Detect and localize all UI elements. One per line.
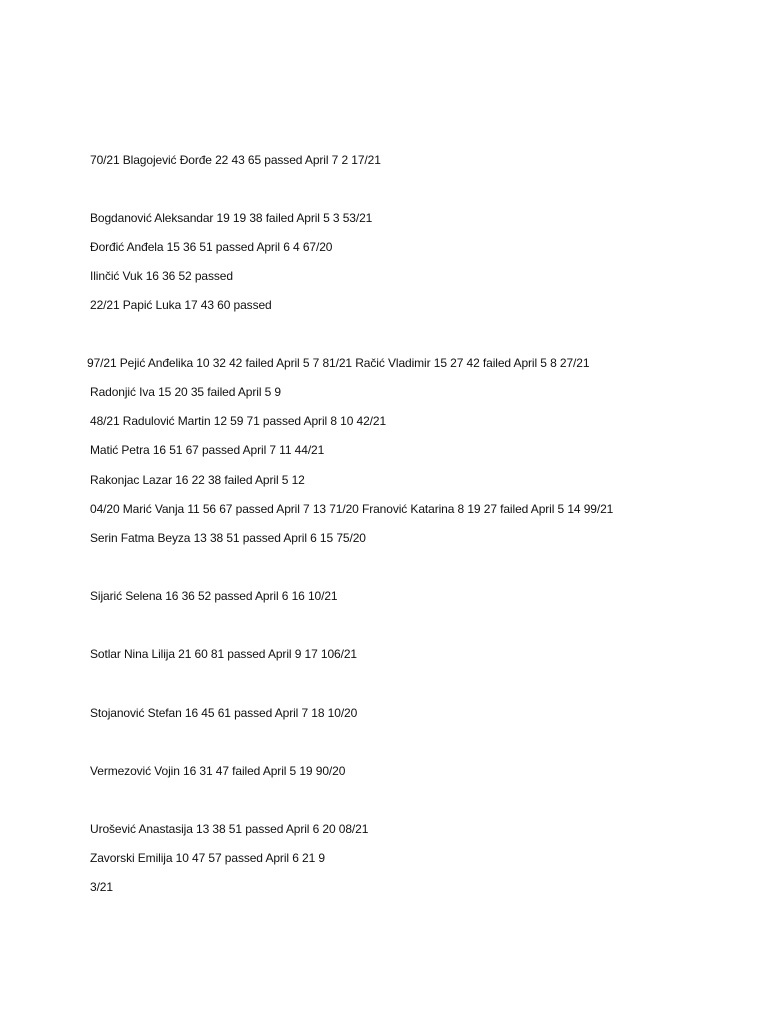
text-line: Radonjić Iva 15 20 35 failed April 5 9 (90, 385, 281, 399)
text-line: 22/21 Papić Luka 17 43 60 passed (90, 298, 272, 312)
text-line: Vermezović Vojin 16 31 47 failed April 5 19 90/20 (90, 764, 346, 778)
text-line: Matić Petra 16 51 67 passed April 7 11 44/21 (90, 443, 325, 457)
text-line: Sijarić Selena 16 36 52 passed April 6 16 10/21 (90, 589, 338, 603)
text-line: Ilinčić Vuk 16 36 52 passed (90, 269, 233, 283)
text-line: 97/21 Pejić Anđelika 10 32 42 failed April 5 7 81/21 Račić Vladimir 15 27 42 failed April 5 8 27/21 (87, 356, 590, 370)
text-line: 70/21 Blagojević Đorđe 22 43 65 passed April 7 2 17/21 (90, 153, 381, 167)
text-line: 3/21 (90, 880, 113, 894)
text-line: Stojanović Stefan 16 45 61 passed April 7 18 10/20 (90, 706, 358, 720)
text-line: Serin Fatma Beyza 13 38 51 passed April 6 15 75/20 (90, 531, 366, 545)
text-line: 04/20 Marić Vanja 11 56 67 passed April 7 13 71/20 Franović Katarina 8 19 27 failed April 5 14 99/21 (90, 502, 614, 516)
text-line: 48/21 Radulović Martin 12 59 71 passed April 8 10 42/21 (90, 414, 387, 428)
text-line: Zavorski Emilija 10 47 57 passed April 6 21 9 (90, 851, 325, 865)
text-line: Urošević Anastasija 13 38 51 passed April 6 20 08/21 (90, 822, 369, 836)
text-line: Bogdanović Aleksandar 19 19 38 failed April 5 3 53/21 (90, 211, 373, 225)
text-line: Đorđić Anđela 15 36 51 passed April 6 4 67/20 (90, 240, 333, 254)
text-line: Sotlar Nina Lilija 21 60 81 passed April 9 17 106/21 (90, 647, 357, 661)
text-line: Rakonjac Lazar 16 22 38 failed April 5 12 (90, 473, 305, 487)
